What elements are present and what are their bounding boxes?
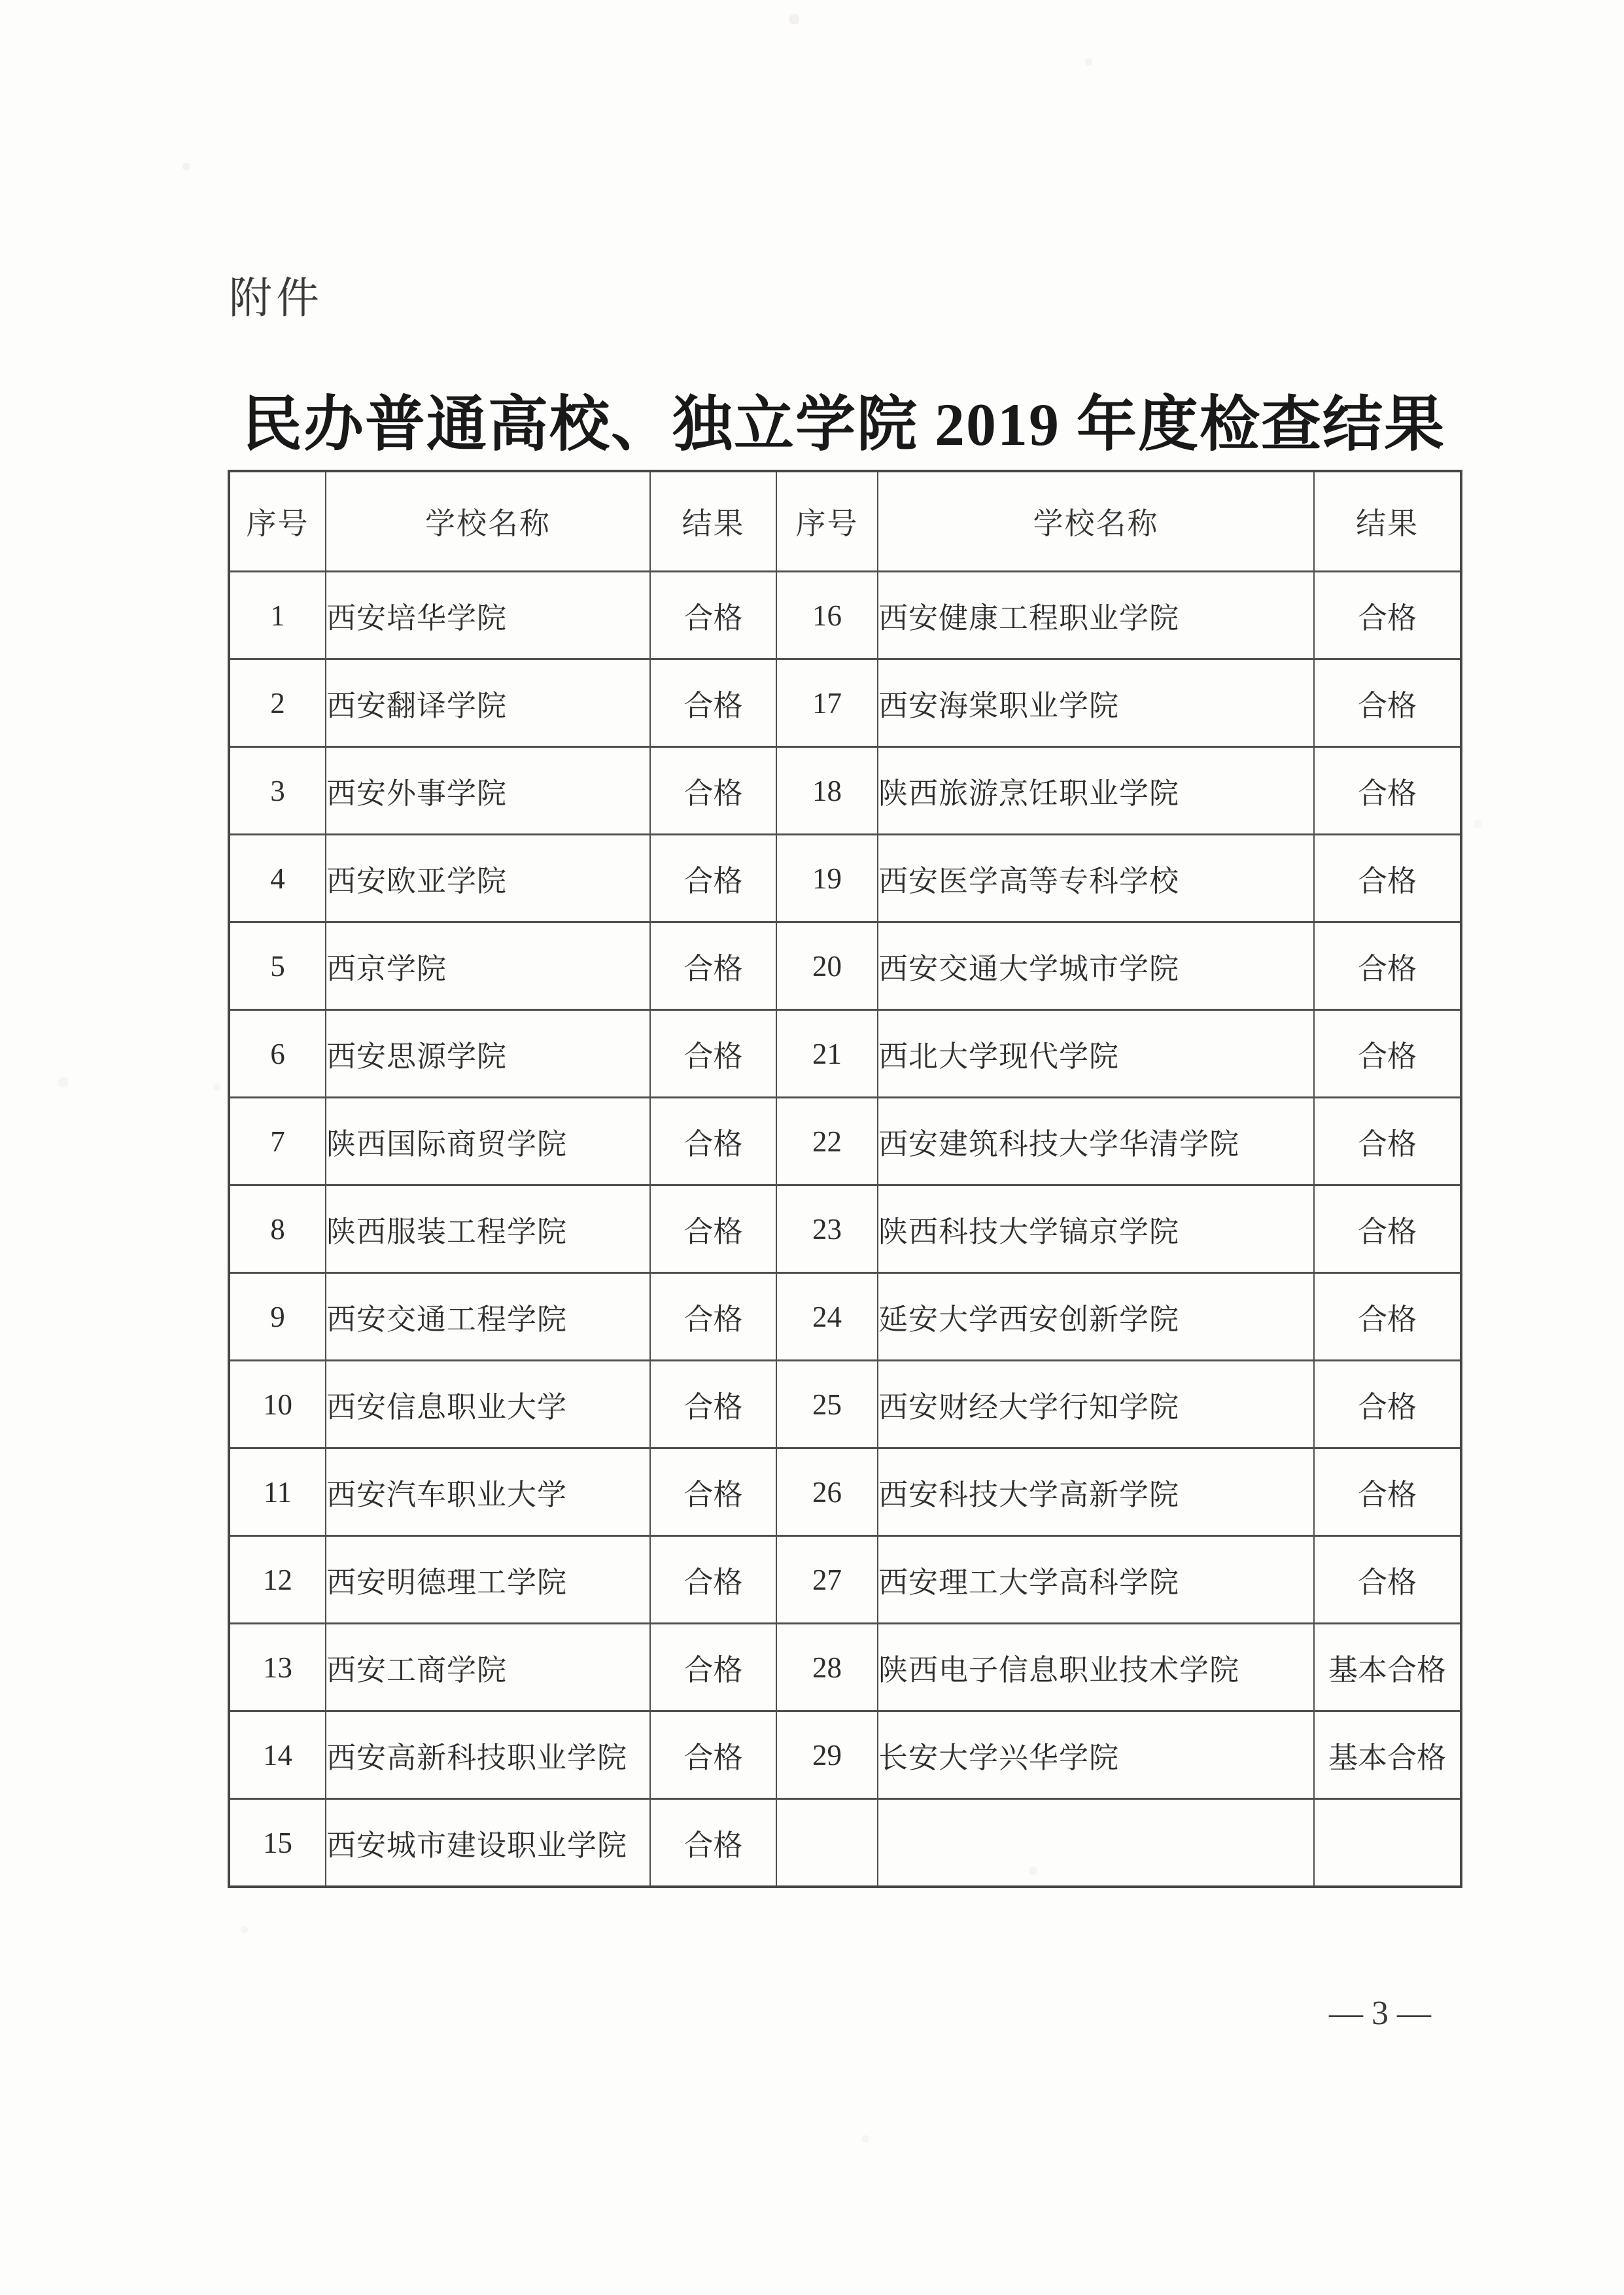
result-left: 合格 xyxy=(650,1361,776,1448)
school-name-left: 西安汽车职业大学 xyxy=(326,1448,650,1536)
row-no-right: 16 xyxy=(776,572,878,659)
result-right: 合格 xyxy=(1314,572,1461,659)
school-name-left: 西安明德理工学院 xyxy=(326,1536,650,1624)
table-row xyxy=(229,1799,1461,1887)
row-no-left: 10 xyxy=(229,1361,326,1448)
school-name-right: 西安交通大学城市学院 xyxy=(878,922,1314,1010)
row-no-left: 6 xyxy=(229,1010,326,1098)
result-left: 合格 xyxy=(650,1273,776,1361)
table-row xyxy=(229,1711,1461,1799)
school-name-right: 西安海棠职业学院 xyxy=(878,659,1314,747)
header-result-right: 结果 xyxy=(1314,471,1461,572)
result-left: 合格 xyxy=(650,1010,776,1098)
school-name-left: 西安外事学院 xyxy=(326,747,650,835)
school-name-left: 陕西国际商贸学院 xyxy=(326,1098,650,1185)
result-left: 合格 xyxy=(650,922,776,1010)
table-row xyxy=(229,1448,1461,1536)
school-name-left: 西安工商学院 xyxy=(326,1624,650,1711)
row-no-left: 5 xyxy=(229,922,326,1010)
school-name-right: 西安财经大学行知学院 xyxy=(878,1361,1314,1448)
school-name-right: 长安大学兴华学院 xyxy=(878,1711,1314,1799)
page-number: — 3 — xyxy=(1329,1995,1431,2032)
table-row xyxy=(229,1536,1461,1624)
school-name-left: 陕西服装工程学院 xyxy=(326,1185,650,1273)
result-left: 合格 xyxy=(650,1098,776,1185)
school-name-left: 西京学院 xyxy=(326,922,650,1010)
row-no-right: 18 xyxy=(776,747,878,835)
result-left: 合格 xyxy=(650,1185,776,1273)
table-row xyxy=(229,1098,1461,1185)
result-left: 合格 xyxy=(650,1624,776,1711)
result-right: 合格 xyxy=(1314,1098,1461,1185)
result-right: 合格 xyxy=(1314,1273,1461,1361)
result-right: 合格 xyxy=(1314,747,1461,835)
scan-noise-specks xyxy=(0,0,2,2)
row-no-left: 11 xyxy=(229,1448,326,1536)
school-name-right: 西安科技大学高新学院 xyxy=(878,1448,1314,1536)
row-no-right: 21 xyxy=(776,1010,878,1098)
row-no-left: 4 xyxy=(229,835,326,922)
header-no-right: 序号 xyxy=(776,471,878,572)
row-no-left: 1 xyxy=(229,572,326,659)
row-no-right: 23 xyxy=(776,1185,878,1273)
school-name-right: 西安建筑科技大学华清学院 xyxy=(878,1098,1314,1185)
row-no-right: 20 xyxy=(776,922,878,1010)
table-row xyxy=(229,572,1461,659)
result-right: 合格 xyxy=(1314,659,1461,747)
school-name-left: 西安高新科技职业学院 xyxy=(326,1711,650,1799)
row-no-right: 17 xyxy=(776,659,878,747)
school-name-left: 西安翻译学院 xyxy=(326,659,650,747)
page-title: 民办普通高校、独立学院 2019 年度检查结果 xyxy=(241,391,1445,458)
table-row xyxy=(229,1010,1461,1098)
table-row xyxy=(229,1185,1461,1273)
result-right: 基本合格 xyxy=(1314,1624,1461,1711)
table-row xyxy=(229,922,1461,1010)
result-left: 合格 xyxy=(650,572,776,659)
school-name-left: 西安城市建设职业学院 xyxy=(326,1799,650,1887)
school-name-left: 西安思源学院 xyxy=(326,1010,650,1098)
table-row xyxy=(229,659,1461,747)
school-name-left: 西安欧亚学院 xyxy=(326,835,650,922)
result-right: 合格 xyxy=(1314,1361,1461,1448)
table-row xyxy=(229,1624,1461,1711)
header-school-right: 学校名称 xyxy=(878,471,1314,572)
table-row xyxy=(229,835,1461,922)
result-right: 合格 xyxy=(1314,1010,1461,1098)
row-no-right: 24 xyxy=(776,1273,878,1361)
result-left: 合格 xyxy=(650,1448,776,1536)
school-name-right xyxy=(878,1799,1314,1887)
school-name-left: 西安培华学院 xyxy=(326,572,650,659)
result-left: 合格 xyxy=(650,1799,776,1887)
row-no-right: 27 xyxy=(776,1536,878,1624)
school-name-right: 陕西电子信息职业技术学院 xyxy=(878,1624,1314,1711)
school-name-right: 陕西科技大学镐京学院 xyxy=(878,1185,1314,1273)
header-result-left: 结果 xyxy=(650,471,776,572)
row-no-right: 28 xyxy=(776,1624,878,1711)
row-no-left: 3 xyxy=(229,747,326,835)
row-no-left: 8 xyxy=(229,1185,326,1273)
row-no-left: 9 xyxy=(229,1273,326,1361)
table-header-row xyxy=(229,471,1461,572)
result-left: 合格 xyxy=(650,1711,776,1799)
school-name-right: 延安大学西安创新学院 xyxy=(878,1273,1314,1361)
result-right xyxy=(1314,1799,1461,1887)
school-name-right: 西安理工大学高科学院 xyxy=(878,1536,1314,1624)
row-no-right xyxy=(776,1799,878,1887)
row-no-left: 13 xyxy=(229,1624,326,1711)
table-row xyxy=(229,1273,1461,1361)
result-right: 合格 xyxy=(1314,1536,1461,1624)
result-left: 合格 xyxy=(650,1536,776,1624)
header-school-left: 学校名称 xyxy=(326,471,650,572)
row-no-right: 19 xyxy=(776,835,878,922)
inspection-results-table xyxy=(228,470,1462,1888)
row-no-right: 26 xyxy=(776,1448,878,1536)
school-name-right: 陕西旅游烹饪职业学院 xyxy=(878,747,1314,835)
row-no-right: 22 xyxy=(776,1098,878,1185)
row-no-left: 14 xyxy=(229,1711,326,1799)
result-left: 合格 xyxy=(650,747,776,835)
school-name-left: 西安信息职业大学 xyxy=(326,1361,650,1448)
row-no-left: 15 xyxy=(229,1799,326,1887)
school-name-right: 西安医学高等专科学校 xyxy=(878,835,1314,922)
school-name-left: 西安交通工程学院 xyxy=(326,1273,650,1361)
table-row xyxy=(229,1361,1461,1448)
attachment-label: 附件 xyxy=(229,275,323,323)
table-row xyxy=(229,747,1461,835)
header-no-left: 序号 xyxy=(229,471,326,572)
result-right: 合格 xyxy=(1314,922,1461,1010)
result-right: 基本合格 xyxy=(1314,1711,1461,1799)
row-no-left: 2 xyxy=(229,659,326,747)
row-no-left: 7 xyxy=(229,1098,326,1185)
row-no-right: 29 xyxy=(776,1711,878,1799)
result-right: 合格 xyxy=(1314,1185,1461,1273)
school-name-right: 西安健康工程职业学院 xyxy=(878,572,1314,659)
result-left: 合格 xyxy=(650,835,776,922)
school-name-right: 西北大学现代学院 xyxy=(878,1010,1314,1098)
result-right: 合格 xyxy=(1314,835,1461,922)
row-no-right: 25 xyxy=(776,1361,878,1448)
row-no-left: 12 xyxy=(229,1536,326,1624)
result-right: 合格 xyxy=(1314,1448,1461,1536)
result-left: 合格 xyxy=(650,659,776,747)
